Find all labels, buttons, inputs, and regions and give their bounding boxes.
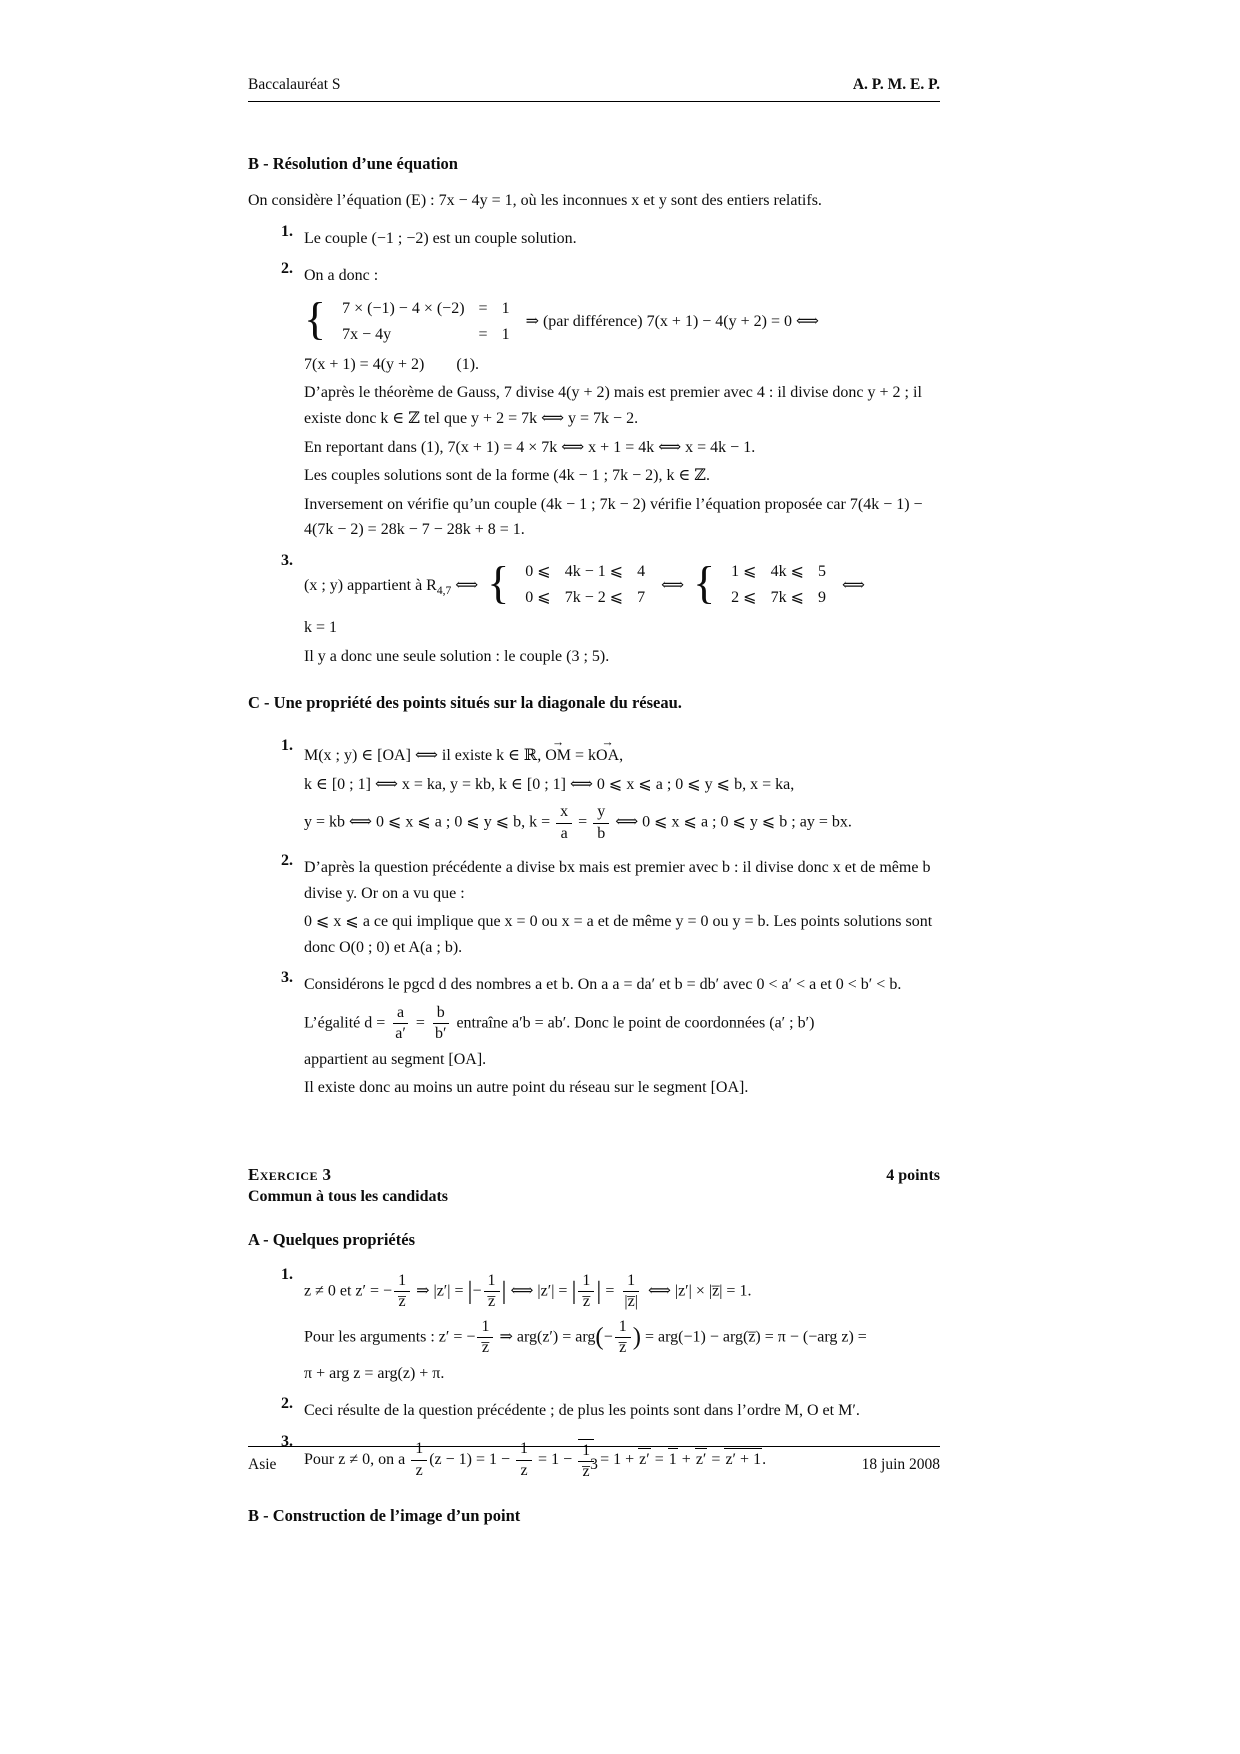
pgcd-paragraph: Considérons le pgcd d des nombres a et b. On a a = da′ et b = db′ avec 0 < a′ < a et 0 < b′ < b. <box>304 976 902 994</box>
item-body <box>304 223 940 252</box>
cell: 5 <box>817 562 826 580</box>
exercise-title: Exercice 3 <box>248 1165 332 1185</box>
fraction-numerator: 1 <box>623 1272 639 1292</box>
math-text: ⇒ |z′| = <box>412 1282 468 1300</box>
fraction-numerator: 1 <box>578 1272 594 1292</box>
big-delimiter: | <box>571 1277 577 1305</box>
big-delimiter: | <box>501 1277 507 1305</box>
list-item-b1 <box>248 223 940 252</box>
fraction-numerator: 1 <box>411 1440 427 1460</box>
system-lhs: 7x − 4y <box>342 325 392 343</box>
system-row <box>724 585 833 611</box>
left-brace: { <box>304 293 327 345</box>
footer-location: Asie <box>248 1456 277 1473</box>
subscript: 4,7 <box>436 585 452 598</box>
math-text: = <box>707 1450 725 1468</box>
big-delimiter: | <box>467 1277 473 1305</box>
document-content <box>248 140 940 1540</box>
k-result-line: k = 1 <box>304 618 338 636</box>
section-c-title: C - Une propriété des points situés sur la diagonale du réseau. <box>248 693 682 713</box>
item-number: 1. <box>281 737 293 755</box>
fraction-numerator: 1 <box>477 1318 493 1338</box>
item-text: On a donc : <box>304 267 379 285</box>
page-number: 3 <box>590 1456 598 1473</box>
big-delimiter: | <box>596 1277 602 1305</box>
list-item-b2 <box>248 260 940 543</box>
math-text: z ≠ 0 et z′ = − <box>304 1282 393 1300</box>
math-text: M(x ; y) ∈ [OA] ⟺ il existe k ∈ ℝ, <box>304 747 546 765</box>
math-text: (x ; y) appartient à R <box>304 577 437 595</box>
vector-arrow: OA → <box>596 743 619 769</box>
overline: z′ <box>638 1448 651 1469</box>
item-number: 1. <box>281 1266 293 1284</box>
exercise-subtitle: Commun à tous les candidats <box>248 1188 449 1206</box>
fraction <box>578 1272 594 1312</box>
cell: 0 ⩽ <box>525 588 551 606</box>
math-text: ⟺ |z′| = <box>506 1282 572 1300</box>
section-b-title: B - Résolution d’une équation <box>248 154 458 173</box>
fraction <box>593 803 609 843</box>
fraction-denominator: a′ <box>395 1025 406 1043</box>
lead-math <box>304 572 478 597</box>
math-text: = <box>411 1014 429 1032</box>
fraction-numerator: b <box>433 1004 449 1024</box>
left-brace: { <box>693 556 716 608</box>
item-body <box>304 260 940 543</box>
section-a-title: A - Quelques propriétés <box>248 1230 415 1250</box>
fraction-denominator: z̅ <box>398 1293 406 1311</box>
math-text: L’égalité d = <box>304 1014 390 1032</box>
math-text: ⟺ 0 ⩽ x ⩽ a ; 0 ⩽ y ⩽ b ; ay = bx. <box>611 813 852 831</box>
points-solutions-paragraph: 0 ⩽ x ⩽ a ce qui implique que x = 0 ou x = a et de même y = 0 ou y = b. Les points solutions sont donc O(0 ; 0) et A(a ; b). <box>304 913 933 956</box>
fraction-numerator: x <box>556 803 572 823</box>
system-inequalities-2 <box>724 559 833 611</box>
cell: 4k − 1 ⩽ <box>564 562 624 580</box>
list-item-c2 <box>248 852 940 960</box>
fraction-line <box>304 800 940 843</box>
fraction-denominator: z <box>520 1461 528 1479</box>
math-text: + <box>677 1450 695 1468</box>
footer-row <box>248 1456 940 1474</box>
item-number: 1. <box>281 222 293 240</box>
fraction-numerator: 1 <box>578 1442 594 1462</box>
fraction <box>391 1004 410 1044</box>
list-item-a2 <box>248 1395 940 1424</box>
fraction-denominator: z̅ <box>582 1293 590 1311</box>
exercise-3-header <box>248 1165 940 1185</box>
overline: 1 <box>668 1448 678 1469</box>
argument-line <box>304 1315 940 1358</box>
item-body <box>304 552 940 669</box>
system-rhs: 1 <box>501 325 510 343</box>
cell: 7k − 2 ⩽ <box>564 588 624 606</box>
equivalence-arrow: ⟺ <box>661 576 685 594</box>
conclusion-line: Il y a donc une seule solution : le couple (3 ; 5). <box>304 647 610 665</box>
math-text: = <box>601 1282 619 1300</box>
list-item-c3 <box>248 969 940 1101</box>
fraction-numerator: a <box>393 1004 408 1024</box>
header-organization: A. P. M. E. P. <box>852 76 940 93</box>
item-number: 3. <box>281 551 293 569</box>
system-row <box>724 559 833 585</box>
item-body <box>304 852 940 960</box>
math-text: = <box>574 813 592 831</box>
big-delimiter: ) <box>632 1323 641 1351</box>
math-text: = <box>650 1450 668 1468</box>
fraction-denominator: z̅ <box>481 1339 489 1357</box>
system-row <box>335 322 516 348</box>
cell: 7k ⩽ <box>770 588 804 606</box>
system-rhs: 1 <box>501 299 510 317</box>
fraction-denominator: z̅ <box>487 1293 496 1311</box>
list-item-c1 <box>248 737 940 843</box>
math-text: . <box>762 1450 767 1468</box>
equation-line: 7(x + 1) = 4(y + 2) (1). <box>304 355 480 373</box>
vector-arrow: OM → <box>545 743 571 769</box>
list-item-b3 <box>248 552 940 669</box>
cell: 9 <box>817 588 826 606</box>
cell: 2 ⩽ <box>731 588 757 606</box>
fraction-numerator: y <box>593 803 609 823</box>
fraction-denominator: b′ <box>434 1025 447 1043</box>
math-text: (z − 1) = 1 − <box>429 1450 515 1468</box>
item-number: 3. <box>281 969 293 987</box>
cell: 7 <box>637 588 646 606</box>
report-paragraph: En reportant dans (1), 7(x + 1) = 4 × 7k ⟺ x + 1 = 4k ⟺ x = 4k − 1. <box>304 438 756 456</box>
exercise-points: 4 points <box>886 1167 940 1185</box>
fraction-denominator: a <box>560 824 568 842</box>
section-b-intro: On considère l’équation (E) : 7x − 4y = 1, où les inconnues x et y sont des entiers relatifs. <box>248 192 822 209</box>
footer-rule <box>248 1446 940 1447</box>
item-number: 2. <box>281 260 293 278</box>
system-inequalities-1 <box>518 559 652 611</box>
fraction-numerator: 1 <box>516 1440 532 1460</box>
fraction <box>431 1004 451 1044</box>
fraction <box>477 1318 493 1358</box>
divisibility-paragraph: D’après la question précédente a divise bx mais est premier avec b : il divise donc x et de même b divise y. Or on a vu que : <box>304 859 931 902</box>
header-rule <box>248 101 940 102</box>
page-footer <box>248 1446 940 1474</box>
system-row <box>335 296 516 322</box>
header-document-title: Baccalauréat S <box>248 76 341 93</box>
fraction-denominator: z̅ <box>582 1463 590 1481</box>
section-b2-title: B - Construction de l’image d’un point <box>248 1505 521 1525</box>
verification-paragraph: Inversement on vérifie qu’un couple (4k − 1 ; 7k − 2) vérifie l’équation proposée car 7(4k − 1) − 4(7k − 2) = 28k − 7 − 28k + 8 = 1. <box>304 495 923 539</box>
existence-line: Il existe donc au moins un autre point du réseau sur le segment [OA]. <box>304 1079 749 1097</box>
system-row <box>518 559 652 585</box>
fraction <box>394 1272 410 1312</box>
item-number: 2. <box>281 852 293 870</box>
item-text: Le couple (−1 ; −2) est un couple solution. <box>304 229 577 247</box>
item-body <box>304 1266 940 1386</box>
math-text: , <box>619 747 624 765</box>
overline: z′ + 1 <box>724 1448 762 1469</box>
equivalence-line: k ∈ [0 ; 1] ⟺ x = ka, y = kb, k ∈ [0 ; 1] ⟺ 0 ⩽ x ⩽ a ; 0 ⩽ y ⩽ b, x = ka, <box>304 775 795 793</box>
equation-system-1 <box>304 293 940 348</box>
fraction <box>484 1272 500 1312</box>
math-text: = 1 − <box>534 1450 577 1468</box>
cell: 0 ⩽ <box>525 562 551 580</box>
math-text: = 1 + <box>596 1450 639 1468</box>
big-delimiter: ( <box>595 1323 604 1351</box>
item-body <box>304 1395 940 1424</box>
system-consequence: ⇒ (par différence) 7(x + 1) − 4(y + 2) = 0 ⟺ <box>525 312 819 330</box>
fraction-denominator: |z̅| <box>624 1293 638 1311</box>
item-body <box>304 969 940 1101</box>
fraction-denominator: z̅ <box>619 1339 627 1357</box>
system-eq: = <box>478 299 488 317</box>
system-eq: = <box>478 325 488 343</box>
math-text: ⟺ <box>451 577 479 595</box>
fraction-numerator: 1 <box>484 1272 500 1292</box>
math-text: = k <box>571 747 597 765</box>
system-row <box>518 585 652 611</box>
fraction-numerator: 1 <box>394 1272 410 1292</box>
fraction-numerator: 1 <box>615 1318 631 1338</box>
math-text: − <box>472 1282 482 1300</box>
vector-line <box>304 740 940 769</box>
fraction <box>615 1318 631 1358</box>
cell: 4k ⩽ <box>770 562 804 580</box>
math-text: = arg(−1) − arg(z̅) = π − (−arg z) = <box>640 1328 867 1346</box>
footer-date: 18 juin 2008 <box>861 1456 941 1473</box>
system-equations <box>335 296 516 348</box>
math-text: ⟺ |z′| × |z̅| = 1. <box>643 1282 752 1300</box>
item-text: Ceci résulte de la question précédente ; de plus les points sont dans l’ordre M, O et M′. <box>304 1402 860 1420</box>
gauss-paragraph: D’après le théorème de Gauss, 7 divise 4(y + 2) mais est premier avec 4 : il divise donc y + 2 ; il existe donc k ∈ ℤ tel que y + 2 = 7k ⟺ y = 7k − 2. <box>304 384 922 427</box>
left-brace: { <box>487 556 510 608</box>
item-body <box>304 737 940 843</box>
math-text: − <box>603 1328 613 1346</box>
system-lhs: 7 × (−1) − 4 × (−2) <box>342 299 465 317</box>
page-header <box>248 76 940 94</box>
modulus-line <box>304 1269 940 1312</box>
cell: 1 ⩽ <box>731 562 757 580</box>
item-number: 3. <box>281 1432 293 1450</box>
math-text: y = kb ⟺ 0 ⩽ x ⩽ a ; 0 ⩽ y ⩽ b, k = <box>304 813 555 831</box>
segment-line: appartient au segment [OA]. <box>304 1050 487 1068</box>
math-text: ⇒ arg(z′) = arg <box>495 1328 596 1346</box>
equality-line <box>304 1001 940 1044</box>
argument-result-line: π + arg z = arg(z) + π. <box>304 1364 445 1382</box>
math-text: Pour les arguments : z′ = − <box>304 1328 476 1346</box>
item-number: 2. <box>281 1395 293 1413</box>
solutions-paragraph: Les couples solutions sont de la forme (4k − 1 ; 7k − 2), k ∈ ℤ. <box>304 467 710 485</box>
overline: z′ <box>695 1448 708 1469</box>
fraction-denominator: b <box>597 824 606 842</box>
fraction <box>556 803 572 843</box>
equivalence-arrow: ⟺ <box>841 576 865 594</box>
inequality-equivalence-row <box>304 556 940 611</box>
list-item-a1 <box>248 1266 940 1386</box>
cell: 4 <box>637 562 646 580</box>
fraction <box>620 1272 642 1312</box>
fraction-denominator: z <box>415 1461 423 1479</box>
math-text: entraîne a′b = ab′. Donc le point de coordonnées (a′ ; b′) <box>452 1014 815 1032</box>
math-text: Pour z ≠ 0, on a <box>304 1450 410 1468</box>
